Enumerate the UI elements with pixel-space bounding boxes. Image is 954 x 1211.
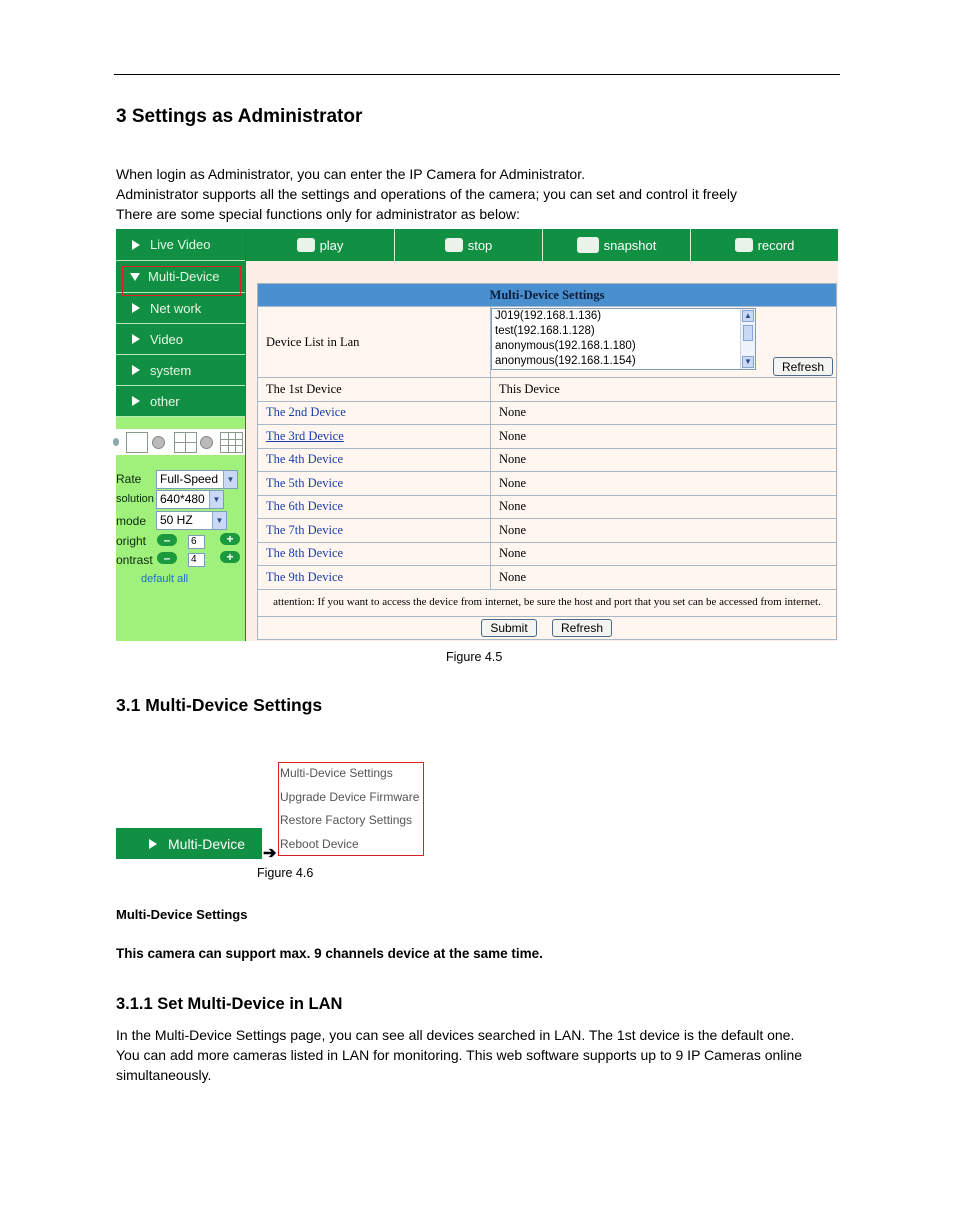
brightness-input[interactable]: 6 <box>188 535 205 549</box>
play-triangle-icon <box>132 240 140 250</box>
resolution-value: 640*480 <box>160 492 205 506</box>
multi-device-button[interactable] <box>116 828 262 859</box>
device-link[interactable]: The 3rd Device <box>258 425 491 449</box>
button-row <box>258 616 837 639</box>
record-button[interactable] <box>690 229 838 261</box>
scroll-thumb[interactable] <box>743 325 753 341</box>
minus-icon[interactable]: – <box>157 534 177 546</box>
intro-line: When login as Administrator, you can enter the IP Camera for Administrator. <box>116 166 585 182</box>
resolution-select[interactable] <box>156 490 224 509</box>
mode-label: mode <box>116 514 147 528</box>
play-triangle-icon <box>132 365 140 375</box>
single-view-icon[interactable] <box>126 432 148 453</box>
device-value: None <box>491 401 837 425</box>
device-value: None <box>491 425 837 449</box>
refresh-button[interactable]: Refresh <box>552 619 612 637</box>
sidebar-item-label: other <box>150 393 180 409</box>
device-value: This Device <box>491 378 837 402</box>
device-list-label: Device List in Lan <box>258 307 491 378</box>
device-value: None <box>491 519 837 543</box>
chevron-down-icon: ▼ <box>212 512 226 529</box>
default-all-link[interactable]: default all <box>141 573 189 585</box>
subheading: Multi-Device Settings <box>116 907 248 922</box>
resolution-label: solution <box>116 493 154 505</box>
device-link[interactable]: The 8th Device <box>258 542 491 566</box>
chevron-up-icon[interactable]: ▲ <box>742 310 754 322</box>
contrast-label: ontrast <box>116 553 153 567</box>
table-title: Multi-Device Settings <box>258 284 837 307</box>
figure-caption: Figure 4.6 <box>257 866 314 880</box>
play-triangle-icon <box>149 839 157 849</box>
stop-label: stop <box>467 237 493 253</box>
brightness-label: oright <box>116 534 147 548</box>
list-item[interactable]: test(192.168.1.128) <box>495 325 595 337</box>
chevron-down-icon: ▼ <box>209 491 223 508</box>
section-heading: 3.1 Multi-Device Settings <box>116 695 323 715</box>
note-text: This camera can support max. 9 channels device at the same time. <box>116 946 543 961</box>
radio-icon[interactable] <box>113 438 119 446</box>
sidebar-item-live-video[interactable] <box>116 229 245 261</box>
body-line: In the Multi-Device Settings page, you can see all devices searched in LAN. The 1st device is the default one. <box>116 1027 795 1043</box>
snapshot-button[interactable] <box>542 229 690 261</box>
intro-paragraph <box>116 164 737 224</box>
device-value: None <box>491 542 837 566</box>
device-link[interactable]: The 5th Device <box>258 472 491 496</box>
rate-label: Rate <box>116 472 142 486</box>
mode-value: 50 HZ <box>160 513 193 527</box>
list-item[interactable]: anonymous(192.168.1.154) <box>495 355 636 367</box>
sidebar-item-network[interactable] <box>116 293 245 324</box>
figure-caption: Figure 4.5 <box>446 650 503 664</box>
arrow-right-icon: ➔ <box>263 845 277 862</box>
device-link[interactable]: The 7th Device <box>258 519 491 543</box>
nine-view-icon[interactable] <box>220 432 243 453</box>
device-listbox[interactable] <box>491 308 756 370</box>
attention-text: attention: If you want to access the device from internet, be sure the host and port that you set can be accessed from internet. <box>258 589 837 616</box>
sidebar-item-other[interactable] <box>116 386 245 417</box>
menu-item-reboot[interactable]: Reboot Device <box>280 837 359 851</box>
play-label: play <box>319 237 344 253</box>
play-triangle-icon <box>132 303 140 313</box>
sidebar <box>116 229 246 641</box>
play-button[interactable] <box>246 229 394 261</box>
sidebar-item-system[interactable] <box>116 355 245 386</box>
list-item[interactable]: J019(192.168.1.136) <box>495 310 602 322</box>
stop-button[interactable] <box>394 229 542 261</box>
mode-select[interactable] <box>156 511 227 530</box>
minus-icon[interactable]: – <box>157 552 177 564</box>
device-value: None <box>491 448 837 472</box>
sidebar-item-label: system <box>150 362 192 378</box>
radio-icon[interactable] <box>152 436 165 449</box>
device-link[interactable]: The 2nd Device <box>258 401 491 425</box>
menu-item-multi-device-settings[interactable]: Multi-Device Settings <box>280 766 393 780</box>
chevron-down-icon: ▼ <box>223 471 237 488</box>
device-value: None <box>491 566 837 590</box>
device-link[interactable]: The 6th Device <box>258 495 491 519</box>
multi-device-menu <box>278 762 424 856</box>
intro-line: There are some special functions only for administrator as below: <box>116 206 520 222</box>
play-triangle-icon <box>132 334 140 344</box>
refresh-list-button[interactable]: Refresh <box>773 357 833 376</box>
body-line: You can add more cameras listed in LAN for monitoring. This web software supports up to 9 IP Cameras online <box>116 1047 803 1063</box>
scrollbar[interactable] <box>740 309 755 369</box>
list-item[interactable]: anonymous(192.168.1.180) <box>495 340 636 352</box>
header-rule <box>114 74 840 75</box>
multi-device-button-label: Multi-Device <box>168 835 246 852</box>
body-paragraph <box>116 1025 802 1085</box>
record-label: record <box>757 237 795 253</box>
contrast-input[interactable]: 4 <box>188 553 205 567</box>
device-link[interactable]: The 9th Device <box>258 566 491 590</box>
menu-item-restore-factory[interactable]: Restore Factory Settings <box>280 813 413 827</box>
play-triangle-icon <box>132 396 140 406</box>
plus-icon[interactable]: + <box>220 551 240 563</box>
body-line: simultaneously. <box>116 1067 212 1083</box>
camera-icon <box>577 237 599 253</box>
layout-selector <box>116 429 246 455</box>
snapshot-label: snapshot <box>603 237 657 253</box>
device-value: None <box>491 472 837 496</box>
stop-icon <box>445 238 463 252</box>
toolbar <box>246 229 838 261</box>
page-heading: 3 Settings as Administrator <box>116 106 363 127</box>
radio-icon[interactable] <box>200 436 213 449</box>
sidebar-item-label: Multi-Device <box>148 269 220 284</box>
menu-item-upgrade-firmware[interactable]: Upgrade Device Firmware <box>280 790 420 804</box>
sidebar-item-label: Video <box>150 331 184 347</box>
rate-select[interactable] <box>156 470 238 489</box>
highlight-box <box>122 266 241 296</box>
sidebar-item-video[interactable] <box>116 324 245 355</box>
record-icon <box>735 238 753 252</box>
device-link[interactable]: The 4th Device <box>258 448 491 472</box>
plus-icon[interactable]: + <box>220 533 240 545</box>
intro-line: Administrator supports all the settings and operations of the camera; you can set and control it freely <box>116 186 737 202</box>
figure-4-5-screenshot <box>116 229 838 641</box>
play-icon <box>297 238 315 252</box>
sidebar-item-label: Live Video <box>150 237 211 252</box>
chevron-down-icon[interactable]: ▼ <box>742 356 754 368</box>
quad-view-icon[interactable] <box>174 432 197 453</box>
device-value: None <box>491 495 837 519</box>
device-label: The 1st Device <box>258 378 491 402</box>
submit-button[interactable]: Submit <box>481 619 537 637</box>
sidebar-item-label: Net work <box>150 300 202 316</box>
subsection-heading: 3.1.1 Set Multi-Device in LAN <box>116 995 343 1013</box>
rate-value: Full-Speed <box>160 472 219 486</box>
